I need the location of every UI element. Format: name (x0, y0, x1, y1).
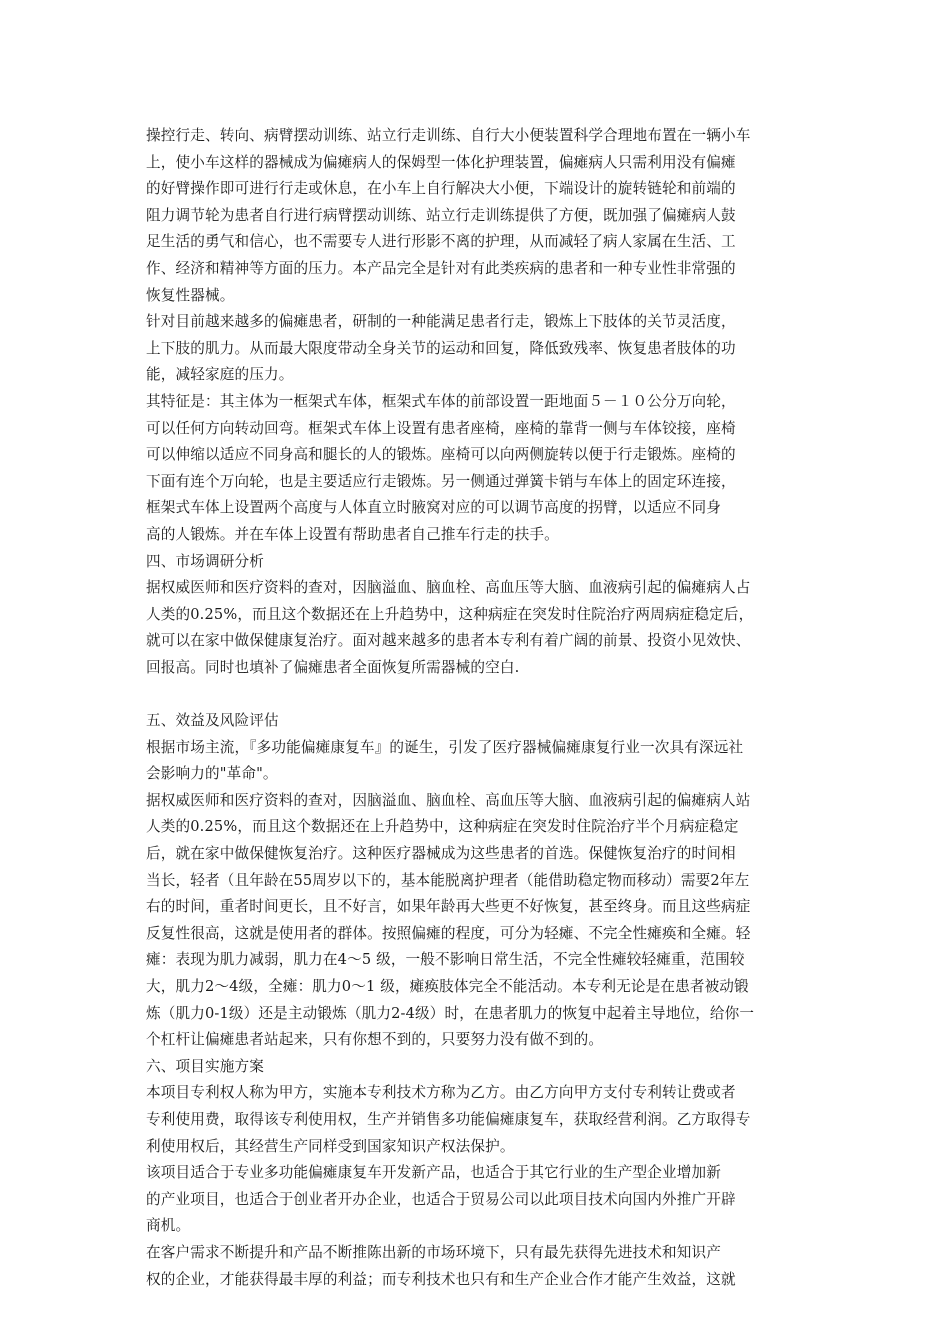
text-line: 恢复性器械。 (146, 286, 235, 304)
text-line: 阻力调节轮为患者自行进行病臂摆动训练、站立行走训练提供了方便，既加强了偏瘫病人鼓 (146, 206, 736, 224)
text-line: 的好臂操作即可进行行走或休息，在小车上自行解决大小便，下端设计的旋转链轮和前端的 (146, 180, 736, 198)
text-line: 人类的0.25%，而且这个数据还在上升趋势中，这种病症在突发时住院治疗两周病症稳定后， (146, 605, 754, 623)
blank-line (146, 681, 818, 708)
text-line: 个杠杆让偏瘫患者站起来，只有你想不到的，只要努力没有做不到的。 (146, 1031, 604, 1049)
text-line: 的产业项目，也适合于创业者开办企业，也适合于贸易公司以此项目技术向国内外推广开辟 (146, 1190, 736, 1208)
paragraph-features (146, 389, 818, 549)
text-line: 操控行走、转向、病臂摆动训练、站立行走训练、自行大小便装置科学合理地布置在一辆小车 (146, 127, 751, 144)
heading-text: 五、效益及风险评估 (146, 712, 279, 730)
text-line: 大，肌力2～4级，全瘫：肌力0～1 级，瘫痪肢体完全不能活动。本专利无论是在患者被动锻 (146, 978, 749, 995)
section-heading-market-research (146, 549, 818, 576)
text-line: 后，就在家中做保健恢复治疗。这种医疗器械成为这些患者的首选。保健恢复治疗的时间相 (146, 845, 736, 863)
text-line: 可以伸缩以适应不同身高和腿长的人的锻炼。座椅可以向两侧旋转以便于行走锻炼。座椅的 (146, 446, 736, 464)
paragraph-plan-3 (146, 1240, 818, 1293)
text-line: 在客户需求不断提升和产品不断推陈出新的市场环境下，只有最先获得先进技术和知识产 (146, 1243, 722, 1261)
section-heading-benefit-risk (146, 708, 818, 735)
paragraph-market-analysis (146, 575, 818, 681)
text-line: 右的时间，重者时间更长，且不好言，如果年龄再大些更不好恢复，甚至终身。而且这些病症 (146, 898, 751, 916)
paragraph-intro-continued (146, 123, 818, 309)
blank-spacer (146, 681, 818, 708)
text-line: 下面有连个万向轮，也是主要适应行走锻炼。另一侧通过弹簧卡销与车体上的固定环连接， (146, 472, 736, 490)
text-line: 本项目专利权人称为甲方，实施本专利技术方称为乙方。由乙方向甲方支付专利转让费或者 (146, 1084, 736, 1102)
text-line: 据权威医师和医疗资料的查对，因脑溢血、脑血栓、高血压等大脑、血液病引起的偏瘫病人占 (146, 579, 751, 597)
text-line: 专利使用费，取得该专利使用权，生产并销售多功能偏瘫康复车，获取经营利润。乙方取得专 (146, 1110, 751, 1128)
paragraph-plan-2 (146, 1160, 818, 1240)
section-heading-implementation (146, 1054, 818, 1081)
text-line: 当长，轻者（且年龄在55周岁以下的，基本能脱离护理者（能借助稳定物而移动）需要2年左 (146, 871, 750, 889)
text-line: 其特征是：其主体为一框架式车体，框架式车体的前部设置一距地面５－１０公分万向轮， (146, 392, 736, 410)
paragraph-plan-1 (146, 1080, 818, 1160)
text-line: 炼（肌力0-1级）还是主动锻炼（肌力2-4级）时，在患者肌力的恢复中起着主导地位，给你一 (146, 1004, 755, 1022)
text-line: 可以任何方向转动回弯。框架式车体上设置有患者座椅，座椅的靠背一侧与车体铰接，座椅 (146, 419, 736, 437)
text-line: 作、经济和精神等方面的压力。本产品完全是针对有此类疾病的患者和一种专业性非常强的 (146, 259, 736, 277)
heading-text: 四、市场调研分析 (146, 552, 264, 570)
text-line: 据权威医师和医疗资料的查对，因脑溢血、脑血栓、高血压等大脑、血液病引起的偏瘫病人站 (146, 791, 751, 809)
text-line: 上，使小车这样的器械成为偏瘫病人的保姆型一体化护理装置，偏瘫病人只需利用没有偏瘫 (146, 153, 736, 171)
paragraph-benefit-2 (146, 788, 818, 1054)
text-line: 会影响力的"革命"。 (146, 765, 278, 783)
text-line: 针对目前越来越多的偏瘫患者，研制的一种能满足患者行走，锻炼上下肢体的关节灵活度， (146, 313, 736, 331)
text-line: 反复性很高，这就是使用者的群体。按照偏瘫的程度，可分为轻瘫、不完全性瘫痪和全瘫。轻 (146, 924, 751, 942)
text-line: 权的企业，才能获得最丰厚的利益；而专利技术也只有和生产企业合作才能产生效益，这就 (146, 1270, 736, 1288)
paragraph-benefit-1 (146, 735, 818, 788)
text-line: 上下肢的肌力。从而最大限度带动全身关节的运动和回复，降低致残率、恢复患者肢体的功 (146, 339, 736, 357)
heading-text: 六、项目实施方案 (146, 1057, 264, 1075)
paragraph-purpose (146, 309, 818, 389)
document-body (146, 123, 818, 1293)
text-line: 框架式车体上设置两个高度与人体直立时腋窝对应的可以调节高度的拐臂，以适应不同身 (146, 499, 722, 517)
text-line: 人类的0.25%，而且这个数据还在上升趋势中，这种病症在突发时住院治疗半个月病症稳定 (146, 818, 739, 836)
text-line: 回报高。同时也填补了偏瘫患者全面恢复所需器械的空白. (146, 658, 520, 676)
text-line: 瘫：表现为肌力减弱，肌力在4～5 级，一般不影响日常生活，不完全性瘫较轻瘫重，范围较 (146, 951, 745, 969)
text-line: 高的人锻炼。并在车体上设置有帮助患者自己推车行走的扶手。 (146, 525, 559, 543)
text-line: 该项目适合于专业多功能偏瘫康复车开发新产品，也适合于其它行业的生产型企业增加新 (146, 1164, 722, 1182)
text-line: 就可以在家中做保健康复治疗。面对越来越多的患者本专利有着广阔的前景、投资小见效快、 (146, 632, 751, 650)
text-line: 商机。 (146, 1217, 191, 1235)
text-line: 利使用权后，其经营生产同样受到国家知识产权法保护。 (146, 1137, 515, 1155)
text-line: 根据市场主流，『多功能偏瘫康复车』的诞生，引发了医疗器械偏瘫康复行业一次具有深远社 (146, 738, 744, 756)
text-line: 能，减轻家庭的压力。 (146, 366, 294, 384)
text-line: 足生活的勇气和信心，也不需要专人进行形影不离的护理，从而减轻了病人家属在生活、工 (146, 233, 736, 251)
